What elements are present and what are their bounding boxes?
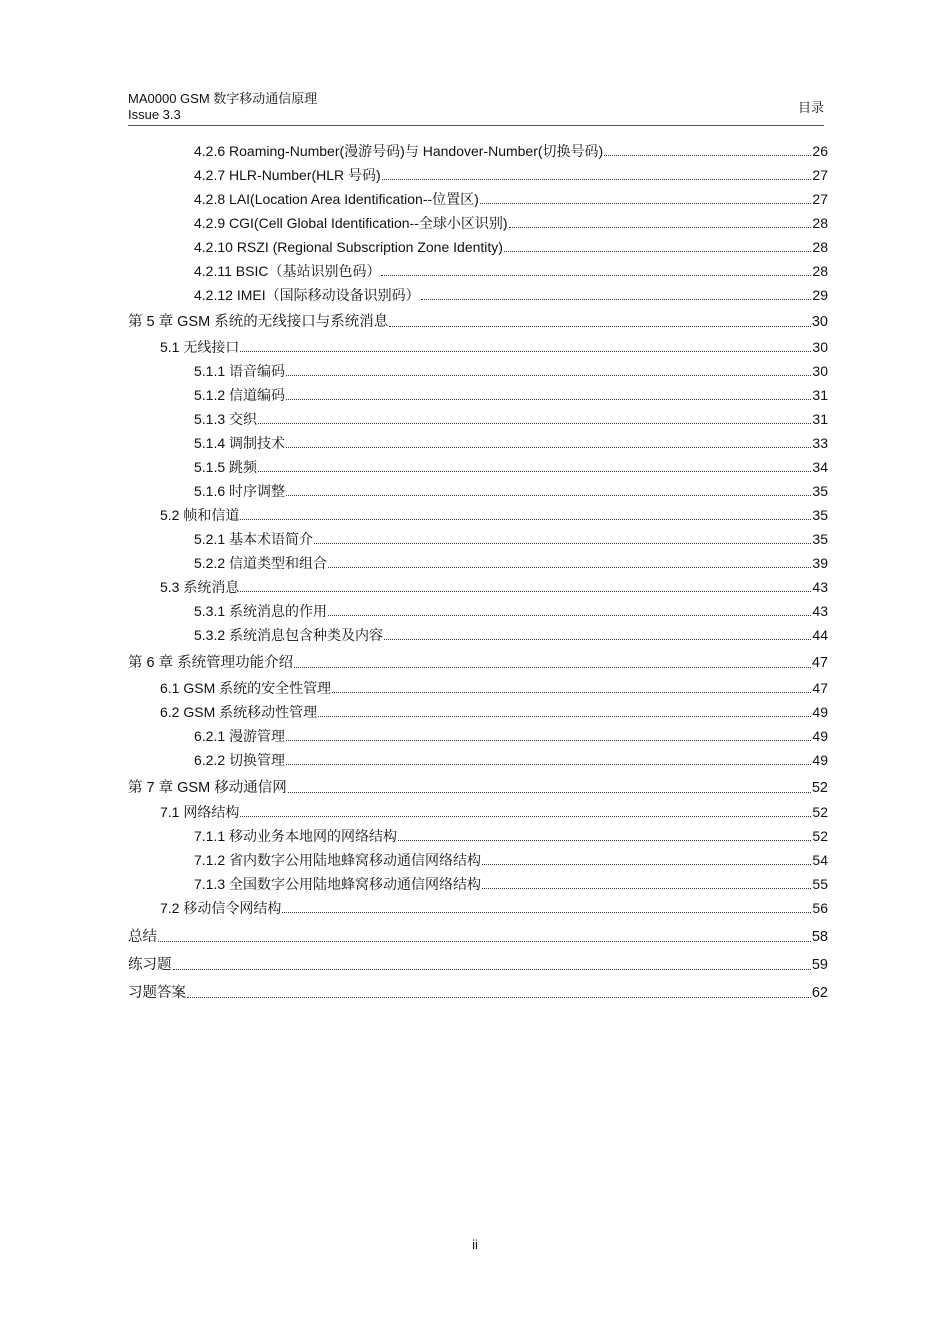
toc-section-entry[interactable] bbox=[160, 802, 828, 822]
toc-subsection-entry[interactable] bbox=[194, 261, 828, 281]
toc-entry-title: 练习题 bbox=[128, 957, 172, 973]
toc-entry-page: 52 bbox=[812, 828, 828, 844]
toc-entry-page: 33 bbox=[812, 435, 828, 451]
toc-subsection-entry[interactable] bbox=[194, 750, 828, 770]
toc-entry-title: 6.1 GSM 系统的安全性管理 bbox=[160, 680, 332, 696]
toc-leader-dots bbox=[286, 399, 811, 400]
toc-leader-dots bbox=[282, 912, 811, 913]
toc-leader-dots bbox=[318, 716, 811, 717]
toc-entry-title: 5.1.4 调制技术 bbox=[194, 435, 286, 451]
toc-subsection-entry[interactable] bbox=[194, 433, 828, 453]
toc-entry-title: 5.2.2 信道类型和组合 bbox=[194, 555, 328, 571]
toc-entry-page: 56 bbox=[812, 900, 828, 916]
toc-chapter-entry[interactable] bbox=[128, 955, 828, 975]
toc-entry-page: 47 bbox=[811, 655, 828, 671]
toc-entry-page: 52 bbox=[812, 804, 828, 820]
toc-entry-title: 4.2.11 BSIC（基站识别色码） bbox=[194, 263, 381, 279]
toc-entry-page: 35 bbox=[812, 507, 828, 523]
toc-chapter-entry[interactable] bbox=[128, 653, 828, 673]
toc-entry-page: 31 bbox=[812, 411, 828, 427]
toc-section-entry[interactable] bbox=[160, 898, 828, 918]
toc-entry-page: 31 bbox=[812, 387, 828, 403]
toc-leader-dots bbox=[286, 764, 811, 765]
toc-entry-title: 5.2 帧和信道 bbox=[160, 507, 240, 523]
toc-leader-dots bbox=[240, 591, 811, 592]
toc-leader-dots bbox=[480, 203, 812, 204]
toc-subsection-entry[interactable] bbox=[194, 237, 828, 257]
document-title: MA0000 GSM 数字移动通信原理 bbox=[128, 91, 318, 106]
toc-subsection-entry[interactable] bbox=[194, 553, 828, 573]
toc-leader-dots bbox=[158, 941, 811, 942]
toc-leader-dots bbox=[328, 567, 811, 568]
toc-entry-title: 5.1.2 信道编码 bbox=[194, 387, 286, 403]
toc-entry-page: 30 bbox=[812, 363, 828, 379]
toc-entry-page: 49 bbox=[812, 728, 828, 744]
toc-leader-dots bbox=[421, 299, 812, 300]
toc-subsection-entry[interactable] bbox=[194, 457, 828, 477]
toc-subsection-entry[interactable] bbox=[194, 850, 828, 870]
toc-subsection-entry[interactable] bbox=[194, 409, 828, 429]
toc-entry-page: 62 bbox=[811, 985, 828, 1001]
toc-leader-dots bbox=[286, 375, 811, 376]
toc-leader-dots bbox=[286, 495, 811, 496]
toc-entry-page: 29 bbox=[812, 287, 828, 303]
toc-section-entry[interactable] bbox=[160, 337, 828, 357]
toc-chapter-entry[interactable] bbox=[128, 312, 828, 332]
toc-section-entry[interactable] bbox=[160, 678, 828, 698]
toc-leader-dots bbox=[381, 275, 811, 276]
toc-entry-page: 35 bbox=[812, 531, 828, 547]
toc-leader-dots bbox=[314, 543, 811, 544]
toc-chapter-entry[interactable] bbox=[128, 778, 828, 798]
toc-entry-title: 7.1.3 全国数字公用陆地蜂窝移动通信网络结构 bbox=[194, 876, 482, 892]
toc-entry-title: 5.1.3 交织 bbox=[194, 411, 258, 427]
toc-entry-page: 58 bbox=[811, 929, 828, 945]
toc-leader-dots bbox=[173, 969, 811, 970]
toc-subsection-entry[interactable] bbox=[194, 601, 828, 621]
toc-leader-dots bbox=[604, 155, 811, 156]
toc-entry-title: 4.2.8 LAI(Location Area Identification--位置区) bbox=[194, 191, 479, 207]
toc-subsection-entry[interactable] bbox=[194, 285, 828, 305]
toc-entry-title: 习题答案 bbox=[128, 985, 186, 1001]
toc-entry-title: 4.2.7 HLR-Number(HLR 号码) bbox=[194, 167, 381, 183]
toc-subsection-entry[interactable] bbox=[194, 625, 828, 645]
toc-entry-title: 5.1.1 语音编码 bbox=[194, 363, 286, 379]
toc-subsection-entry[interactable] bbox=[194, 141, 828, 161]
toc-chapter-entry[interactable] bbox=[128, 983, 828, 1003]
toc-entry-page: 34 bbox=[812, 459, 828, 475]
toc-leader-dots bbox=[240, 351, 811, 352]
toc-entry-page: 49 bbox=[812, 752, 828, 768]
document-issue: Issue 3.3 bbox=[128, 107, 181, 122]
toc-entry-title: 6.2.2 切换管理 bbox=[194, 752, 286, 768]
toc-leader-dots bbox=[240, 816, 811, 817]
toc-entry-page: 49 bbox=[812, 704, 828, 720]
toc-leader-dots bbox=[187, 997, 811, 998]
section-label: 目录 bbox=[797, 100, 824, 115]
toc-leader-dots bbox=[294, 667, 811, 668]
toc-subsection-entry[interactable] bbox=[194, 385, 828, 405]
toc-entry-page: 35 bbox=[812, 483, 828, 499]
toc-leader-dots bbox=[332, 692, 811, 693]
toc-leader-dots bbox=[482, 888, 811, 889]
toc-subsection-entry[interactable] bbox=[194, 529, 828, 549]
toc-subsection-entry[interactable] bbox=[194, 726, 828, 746]
toc-entry-title: 5.1.5 跳频 bbox=[194, 459, 258, 475]
toc-subsection-entry[interactable] bbox=[194, 874, 828, 894]
toc-entry-title: 5.3.1 系统消息的作用 bbox=[194, 603, 328, 619]
toc-entry-page: 39 bbox=[812, 555, 828, 571]
toc-leader-dots bbox=[258, 471, 811, 472]
toc-entry-page: 27 bbox=[812, 167, 828, 183]
toc-entry-page: 28 bbox=[812, 239, 828, 255]
toc-leader-dots bbox=[509, 227, 812, 228]
toc-entry-page: 47 bbox=[812, 680, 828, 696]
toc-entry-title: 7.2 移动信令网结构 bbox=[160, 900, 282, 916]
toc-entry-page: 27 bbox=[812, 191, 828, 207]
toc-subsection-entry[interactable] bbox=[194, 361, 828, 381]
toc-leader-dots bbox=[482, 864, 811, 865]
toc-subsection-entry[interactable] bbox=[194, 213, 828, 233]
toc-entry-title: 7.1.2 省内数字公用陆地蜂窝移动通信网络结构 bbox=[194, 852, 482, 868]
toc-entry-title: 4.2.10 RSZI (Regional Subscription Zone Identity) bbox=[194, 239, 503, 255]
toc-subsection-entry[interactable] bbox=[194, 165, 828, 185]
toc-entry-page: 43 bbox=[812, 603, 828, 619]
toc-entry-page: 30 bbox=[811, 314, 828, 330]
toc-entry-page: 55 bbox=[812, 876, 828, 892]
toc-entry-title: 第 6 章 系统管理功能介绍 bbox=[128, 655, 294, 671]
toc-entry-title: 4.2.6 Roaming-Number(漫游号码)与 Handover-Number(切换号码) bbox=[194, 143, 604, 159]
toc-section-entry[interactable] bbox=[160, 577, 828, 597]
toc-entry-title: 6.2.1 漫游管理 bbox=[194, 728, 286, 744]
toc-leader-dots bbox=[258, 423, 811, 424]
toc-entry-title: 4.2.9 CGI(Cell Global Identification--全球小区识别) bbox=[194, 215, 508, 231]
toc-entry-title: 5.1 无线接口 bbox=[160, 339, 240, 355]
toc-leader-dots bbox=[286, 740, 811, 741]
toc-entry-title: 第 7 章 GSM 移动通信网 bbox=[128, 780, 287, 796]
toc-leader-dots bbox=[398, 840, 811, 841]
toc-entry-page: 30 bbox=[812, 339, 828, 355]
toc-entry-page: 52 bbox=[811, 780, 828, 796]
toc-entry-page: 59 bbox=[811, 957, 828, 973]
toc-leader-dots bbox=[504, 251, 811, 252]
toc-leader-dots bbox=[288, 792, 811, 793]
toc-leader-dots bbox=[389, 326, 811, 327]
toc-entry-title: 5.1.6 时序调整 bbox=[194, 483, 286, 499]
toc-entry-title: 5.3 系统消息 bbox=[160, 579, 240, 595]
toc-section-entry[interactable] bbox=[160, 505, 828, 525]
toc-entry-title: 6.2 GSM 系统移动性管理 bbox=[160, 704, 318, 720]
toc-chapter-entry[interactable] bbox=[128, 927, 828, 947]
toc-entry-title: 总结 bbox=[128, 929, 157, 945]
toc-leader-dots bbox=[328, 615, 811, 616]
toc-subsection-entry[interactable] bbox=[194, 189, 828, 209]
toc-section-entry[interactable] bbox=[160, 702, 828, 722]
toc-leader-dots bbox=[286, 447, 811, 448]
toc-entry-page: 44 bbox=[812, 627, 828, 643]
toc-leader-dots bbox=[382, 179, 812, 180]
toc-entry-page: 26 bbox=[812, 143, 828, 159]
toc-entry-title: 4.2.12 IMEI（国际移动设备识别码） bbox=[194, 287, 420, 303]
toc-entry-page: 28 bbox=[812, 215, 828, 231]
toc-leader-dots bbox=[240, 519, 811, 520]
toc-entry-title: 5.3.2 系统消息包含种类及内容 bbox=[194, 627, 384, 643]
toc-entry-title: 7.1.1 移动业务本地网的网络结构 bbox=[194, 828, 398, 844]
toc-entry-title: 第 5 章 GSM 系统的无线接口与系统消息 bbox=[128, 314, 389, 330]
page-number: ii bbox=[472, 1237, 478, 1252]
toc-subsection-entry[interactable] bbox=[194, 826, 828, 846]
toc-entry-title: 7.1 网络结构 bbox=[160, 804, 240, 820]
toc-leader-dots bbox=[384, 639, 811, 640]
toc-entry-page: 43 bbox=[812, 579, 828, 595]
toc-entry-page: 54 bbox=[812, 852, 828, 868]
toc-entry-page: 28 bbox=[812, 263, 828, 279]
toc-entry-title: 5.2.1 基本术语简介 bbox=[194, 531, 314, 547]
page-header bbox=[128, 91, 824, 126]
toc-subsection-entry[interactable] bbox=[194, 481, 828, 501]
